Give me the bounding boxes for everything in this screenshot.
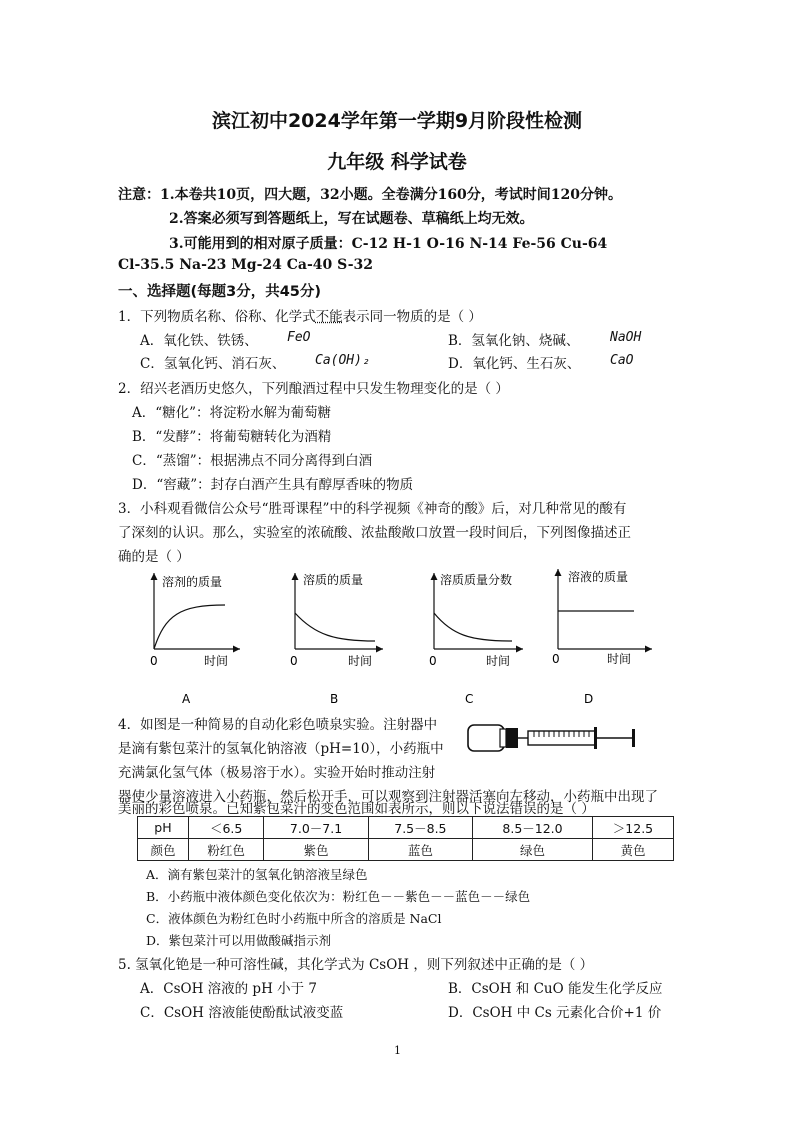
stopper xyxy=(506,728,518,748)
q1-option-a-text: A．氧化铁、铁锈、 xyxy=(140,333,258,349)
graph-c xyxy=(429,572,523,706)
q5-option-c: C．CsOH 溶液能使酚酞试液变蓝 xyxy=(140,1005,344,1021)
graph-b xyxy=(290,572,383,706)
exam-title: 滨江初中2024学年第一学期9月阶段性检测 xyxy=(211,110,583,132)
q1-stem-a: 1．下列物质名称、俗称、化学式 xyxy=(118,309,316,325)
barrel-flange xyxy=(594,727,597,749)
graph-a-ylabel: 溶剂的质量 xyxy=(162,575,223,589)
q3-line-3: 确的是（ ） xyxy=(118,549,190,565)
q3-line-2: 了深刻的认识。那么，实验室的浓硫酸、浓盐酸敞口放置一段时间后，下列图像描述正 xyxy=(118,525,631,541)
q1-option-c: C．氢氧化钙、消石灰、 xyxy=(140,356,286,372)
graph-c-letter: C xyxy=(465,692,474,706)
graph-a xyxy=(150,573,240,706)
q1-option-b-formula: NaOH xyxy=(610,330,642,345)
syringe-barrel xyxy=(528,731,596,745)
table-cell: 蓝色 xyxy=(368,839,472,861)
table-cell: 7.5－8.5 xyxy=(368,817,472,839)
q4-option-d: D．紫包菜汁可以用做酸碱指示剂 xyxy=(146,933,332,948)
q4-line-4: 器使少量溶液进入小药瓶，然后松开手，可以观察到注射器活塞向左移动，小药瓶中出现了 xyxy=(118,789,658,805)
table-cell: 紫色 xyxy=(264,839,368,861)
graph-b-ylabel: 溶质的质量 xyxy=(303,573,364,587)
q4-line-1: 4．如图是一种简易的自动化彩色喷泉实验。注射器中 xyxy=(118,717,438,733)
table-cell: 颜色 xyxy=(138,839,189,861)
graph-c-curve xyxy=(434,613,512,641)
note-line-2: 2.答案必须写到答题纸上，写在试题卷、草稿纸上均无效。 xyxy=(169,211,534,227)
table-cell: pH xyxy=(138,817,189,839)
page-number: 1 xyxy=(394,1044,401,1057)
graph-a-xlabel: 时间 xyxy=(204,654,229,668)
table-cell: ＜6.5 xyxy=(188,817,263,839)
exam-subtitle: 九年级 科学试卷 xyxy=(327,151,467,173)
q1-stem-emphasis: 不能 xyxy=(315,309,343,325)
graph-d-origin: 0 xyxy=(552,652,560,666)
q2-option-a: A．“糖化”：将淀粉水解为葡萄糖 xyxy=(132,405,332,421)
graph-c-origin: 0 xyxy=(429,654,437,668)
graph-d-xlabel: 时间 xyxy=(607,652,632,666)
graph-b-curve xyxy=(295,613,375,641)
graph-d-ylabel: 溶液的质量 xyxy=(568,570,629,584)
q4-option-c: C．液体颜色为粉红色时小药瓶中所含的溶质是 NaCl xyxy=(146,911,442,926)
graph-d-letter: D xyxy=(584,692,594,706)
table-cell: 7.0－7.1 xyxy=(264,817,368,839)
q1-option-d-formula: CaO xyxy=(610,353,634,368)
q4-line-5: 美丽的彩色喷泉。已知紫包菜汁的变色范围如表所示，则以下说法错误的是（ ） xyxy=(118,801,595,817)
q4-line-3: 充满氯化氢气体（极易溶于水）。实验开始时推动注射 xyxy=(118,765,436,781)
table-cell: 黄色 xyxy=(592,839,673,861)
q1-option-c-formula: Ca(OH)₂ xyxy=(315,353,370,368)
q1-option-d: D．氧化钙、生石灰、 xyxy=(448,356,581,372)
note-line-4: Cl-35.5 Na-23 Mg-24 Ca-40 S-32 xyxy=(118,257,374,273)
q2-stem: 2．绍兴老酒历史悠久，下列酿酒过程中只发生物理变化的是（ ） xyxy=(118,381,509,397)
q1-stem xyxy=(118,305,482,325)
graph-c-xlabel: 时间 xyxy=(486,654,511,668)
q5-stem: 5. 氢氧化铯是一种可溶性碱，其化学式为 CsOH ，则下列叙述中正确的是（ ） xyxy=(118,957,594,973)
q3-line-1: 3．小科观看微信公众号“胜哥课程”中的科学视频《神奇的酸》后，对几种常见的酸有 xyxy=(118,501,627,517)
q1-stem-c: 表示同一物质的是（ ） xyxy=(342,309,482,325)
graph-d xyxy=(552,569,652,706)
q2-option-d: D．“窖藏”：封存白酒产生具有醇厚香味的物质 xyxy=(132,477,414,493)
table-cell: 绿色 xyxy=(473,839,593,861)
vial-neck xyxy=(500,729,506,747)
q4-option-b: B．小药瓶中液体颜色变化依次为：粉红色－－紫色－－蓝色－－绿色 xyxy=(146,889,531,904)
graph-a-letter: A xyxy=(182,692,191,706)
q3-graphs xyxy=(140,565,680,710)
graph-c-ylabel: 溶质质量分数 xyxy=(440,573,513,587)
ph-color-table xyxy=(137,816,674,861)
q5-option-d: D．CsOH 中 Cs 元素化合价+1 价 xyxy=(448,1005,662,1021)
graph-a-curve xyxy=(154,605,225,649)
q5-option-a: A．CsOH 溶液的 pH 小于 7 xyxy=(140,981,318,997)
plunger-handle xyxy=(632,729,635,747)
q4-line-2: 是滴有紫包菜汁的氢氧化钠溶液（pH=10），小药瓶中 xyxy=(118,741,444,757)
color-row xyxy=(138,839,674,861)
table-cell: 粉红色 xyxy=(188,839,263,861)
note-line-3: 3.可能用到的相对原子质量：C-12 H-1 O-16 N-14 Fe-56 Cu-64 xyxy=(169,236,608,252)
q2-option-c: C．“蒸馏”：根据沸点不同分离得到白酒 xyxy=(132,453,373,469)
q1-option-a-formula: FeO xyxy=(287,330,311,345)
ph-row xyxy=(138,817,674,839)
graph-b-origin: 0 xyxy=(290,654,298,668)
table-cell: 8.5－12.0 xyxy=(473,817,593,839)
vial-body xyxy=(468,725,504,751)
q1-option-a xyxy=(140,329,258,349)
note-line-1: 注意：1.本卷共10页，四大题，32小题。全卷满分160分，考试时间120分钟。 xyxy=(118,187,623,203)
q2-option-b: B．“发酵”：将葡萄糖转化为酒精 xyxy=(132,429,332,445)
q4-option-a: A．滴有紫包菜汁的氢氧化钠溶液呈绿色 xyxy=(146,867,368,882)
graph-b-xlabel: 时间 xyxy=(348,654,373,668)
table-cell: ＞12.5 xyxy=(592,817,673,839)
q5-option-b: B．CsOH 和 CuO 能发生化学反应 xyxy=(448,981,663,997)
syringe-vial-diagram xyxy=(466,720,646,756)
graph-b-letter: B xyxy=(330,692,339,706)
section-heading: 一、选择题(每题3分，共45分) xyxy=(118,284,322,300)
q1-option-b: B．氢氧化钠、烧碱、 xyxy=(448,333,580,349)
graph-a-origin: 0 xyxy=(150,654,158,668)
